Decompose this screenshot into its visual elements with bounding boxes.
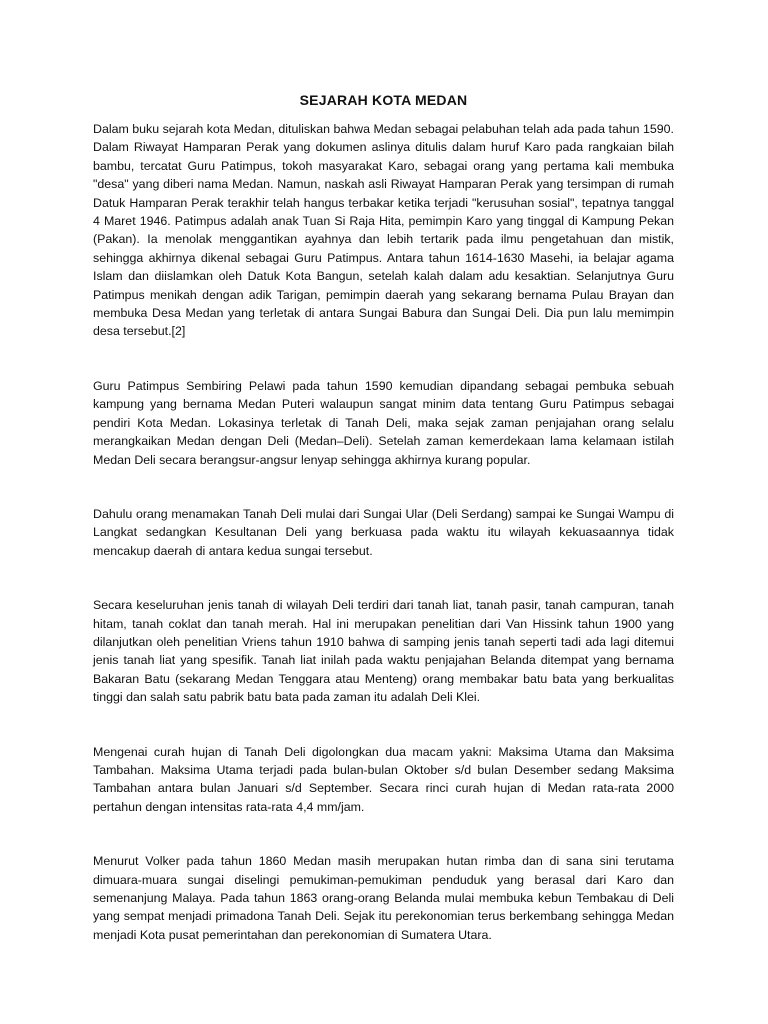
paragraph-tanah-deli: Dahulu orang menamakan Tanah Deli mulai dari Sungai Ular (Deli Serdang) sampai ke Sungai Wampu di Langkat sedangkan Kesultanan Deli yang berkuasa pada waktu itu wilayah kekuasaannya tidak mencakup daerah di antara kedua sungai tersebut. — [93, 506, 674, 558]
paragraph-soil-types: Secara keseluruhan jenis tanah di wilayah Deli terdiri dari tanah liat, tanah pasir, tanah campuran, tanah hitam, tanah coklat dan tanah merah. Hal ini merupakan penelitian dari Van Hissink tahun 1900 yang dilanjutkan oleh penelitian Vriens tahun 1910 bahwa di samping jenis tanah seperti tadi ada lagi ditemui jenis tanah liat yang spesifik. Tanah liat inilah pada waktu penjajahan Belanda ditempat yang bernama Bakaran Batu (sekarang Medan Tenggara atau Menteng) orang membakar batu bata yang berkualitas tinggi dan salah satu pabrik batu bata pada zaman itu adalah Deli Klei. — [93, 598, 674, 705]
paragraph-history-origin: Dalam buku sejarah kota Medan, dituliskan bahwa Medan sebagai pelabuhan telah ada pada tahun 1590. Dalam Riwayat Hamparan Perak yang dokumen aslinya ditulis dalam huruf Karo pada rangkaian bilah bambu, tercatat Guru Patimpus, tokoh masyarakat Karo, sebagai orang yang pertama kali membuka "desa" yang diberi nama Medan. Namun, naskah asli Riwayat Hamparan Perak yang tersimpan di rumah Datuk Hamparan Perak terakhir telah hangus terbakar ketika terjadi "kerusuhan sosial", tepatnya tanggal 4 Maret 1946. Patimpus adalah anak Tuan Si Raja Hita, pemimpin Karo yang tinggal di Kampung Pekan (Pakan). Ia menolak menggantikan ayahnya dan lebih tertarik pada ilmu pengetahuan dan mistik, sehingga akhirnya dikenal sebagai Guru Patimpus. Antara tahun 1614-1630 Masehi, ia belajar agama Islam dan diislamkan oleh Datuk Kota Bangun, setelah kalah dalam adu kesaktian. Selanjutnya Guru Patimpus menikah dengan adik Tarigan, pemimpin daerah yang sekarang bernama Pulau Brayan dan membuka Desa Medan yang terletak di antara Sungai Babura dan Sungai Deli. Dia pun lalu memimpin desa tersebut.[2] — [93, 122, 674, 339]
document-title: SEJARAH KOTA MEDAN — [299, 92, 468, 108]
paragraph-volker: Menurut Volker pada tahun 1860 Medan masih merupakan hutan rimba dan di sana sini terutama dimuara-muara sungai diselingi pemukiman-pemukiman penduduk yang berasal dari Karo dan semenanjung Malaya. Pada tahun 1863 orang-orang Belanda mulai membuka kebun Tembakau di Deli yang sempat menjadi primadona Tanah Deli. Sejak itu perekonomian terus berkembang sehingga Medan menjadi Kota pusat pemerintahan dan perekonomian di Sumatera Utara. — [93, 854, 674, 942]
paragraph-guru-patimpus: Guru Patimpus Sembiring Pelawi pada tahun 1590 kemudian dipandang sebagai pembuka sebuah kampung yang bernama Medan Puteri walaupun sangat minim data tentang Guru Patimpus sebagai pendiri Kota Medan. Lokasinya terletak di Tanah Deli, maka sejak zaman penjajahan orang selalu merangkaikan Medan dengan Deli (Medan–Deli). Setelah zaman kemerdekaan lama kelamaan istilah Medan Deli secara berangsur-angsur lenyap sehingga akhirnya kurang popular. — [93, 378, 674, 467]
paragraph-rainfall: Mengenai curah hujan di Tanah Deli digolongkan dua macam yakni: Maksima Utama dan Maksima Tambahan. Maksima Utama terjadi pada bulan-bulan Oktober s/d bulan Desember sedang Maksima Tambahan antara bulan Januari s/d September. Secara rinci curah hujan di Medan rata-rata 2000 pertahun dengan intensitas rata-rata 4,4 mm/jam. — [93, 744, 674, 814]
